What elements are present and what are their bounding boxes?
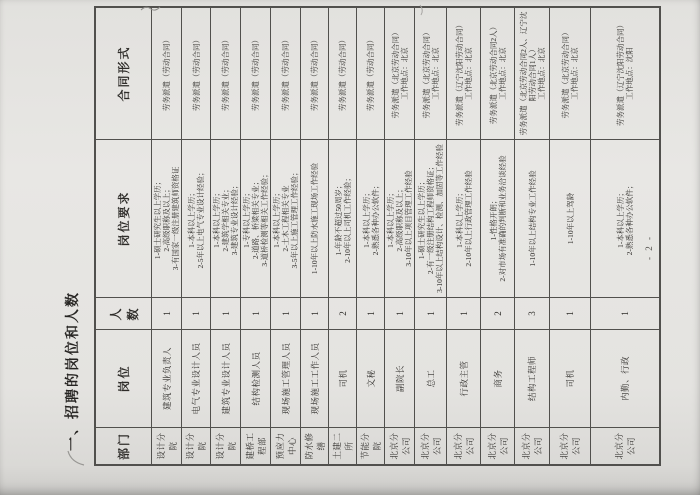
cell-contract bbox=[271, 8, 301, 140]
contract-line: 劳务派遣（北京劳动合同） bbox=[390, 28, 400, 119]
contract-line: 劳务派遣（辽宁沈阳劳动合同） bbox=[454, 21, 464, 126]
page-number: - 2 - bbox=[644, 235, 654, 260]
cell-position: 副院长 bbox=[385, 330, 415, 428]
cell-department: 北京分公司 bbox=[447, 428, 481, 465]
table-row bbox=[301, 8, 329, 465]
contract-line: 劳务派遣（北京劳动合同） bbox=[421, 28, 431, 119]
cell-position: 建筑专业负责人 bbox=[152, 330, 182, 428]
cell-headcount: 1 bbox=[385, 298, 415, 330]
cell-headcount: 3 bbox=[515, 298, 550, 330]
requirements-line: 1-专科以上学历； bbox=[242, 189, 251, 248]
cell-requirements bbox=[357, 140, 385, 298]
requirements-line: 2-10年以上行政管理工作经验 bbox=[463, 170, 473, 267]
cell-contract bbox=[182, 8, 211, 140]
column-header-contract: 合同形式 bbox=[96, 8, 152, 140]
requirements-line: 1-本科以上学历； bbox=[361, 189, 371, 248]
contract-line: 劳务派遣（劳动合同） bbox=[310, 36, 319, 111]
requirements-line: 1-10年以上结构专业工作经验 bbox=[527, 170, 537, 267]
contract-line: 劳务派遣（劳动合同） bbox=[281, 36, 290, 111]
requirements-line: 3-道桥检测等相关工作经验； bbox=[260, 170, 269, 267]
requirements-line: 1-硕士研究生以上学历； bbox=[417, 177, 426, 260]
cell-headcount: 1 bbox=[447, 298, 481, 330]
cell-headcount: 1 bbox=[211, 298, 241, 330]
cell-headcount: 1 bbox=[301, 298, 329, 330]
column-header-requirements: 岗位要求 bbox=[96, 140, 152, 298]
requirements-line: 1-本科以上学历； bbox=[212, 189, 221, 248]
cell-contract bbox=[211, 8, 241, 140]
requirements-line: 2-道路、桥梁相关专业； bbox=[251, 177, 260, 260]
cell-contract bbox=[301, 8, 329, 140]
cell-headcount: 1 bbox=[182, 298, 211, 330]
table-row bbox=[329, 8, 357, 465]
requirements-line: 3-10年以上结构设计、检测、加固等工作经验 bbox=[435, 144, 444, 293]
requirements-line: 1-性格开朗； bbox=[488, 196, 498, 241]
table-row bbox=[447, 8, 481, 465]
cell-requirements bbox=[515, 140, 550, 298]
table-header-row bbox=[96, 8, 152, 465]
contract-line: 工作地点：北京 bbox=[430, 47, 440, 100]
contract-line: 劳务派遣（北京劳动合同） bbox=[561, 28, 570, 119]
requirements-line: 2-有一级注册结构工程师资格证； bbox=[426, 162, 435, 275]
cell-department: 北京分公司 bbox=[481, 428, 515, 465]
contract-line: 劳务派遣（北京劳动合同2人） bbox=[488, 22, 498, 125]
requirements-line: 1-硕士研究生以上学历； bbox=[153, 177, 162, 260]
cell-position: 建筑专业设计人员 bbox=[211, 330, 241, 428]
column-header-headcount: 人数 bbox=[96, 298, 152, 330]
cell-contract bbox=[447, 8, 481, 140]
contract-line: 工作地点：沈阳 bbox=[625, 47, 634, 100]
cell-department: 设计分院 bbox=[211, 428, 241, 465]
contract-line: 劳务派遣（劳动合同） bbox=[221, 36, 230, 111]
contract-line: 劳务派遣（劳动合同） bbox=[366, 36, 375, 111]
contract-line: 工作地点：北京 bbox=[463, 47, 473, 100]
cell-contract bbox=[357, 8, 385, 140]
column-header-department: 部门 bbox=[96, 428, 152, 465]
cell-department: 建桥工程部 bbox=[241, 428, 271, 465]
cell-contract bbox=[550, 8, 591, 140]
table-body bbox=[152, 8, 660, 465]
cell-contract bbox=[152, 8, 182, 140]
cell-requirements bbox=[385, 140, 415, 298]
cell-position: 内勤、行政 bbox=[591, 330, 660, 428]
cell-headcount: 1 bbox=[357, 298, 385, 330]
contract-line: 劳务派遣（劳动合同） bbox=[191, 36, 201, 111]
requirements-line: 1-本科以上学历； bbox=[454, 189, 464, 248]
cell-requirements bbox=[211, 140, 241, 298]
cell-department: 北京分公司 bbox=[415, 428, 447, 465]
requirements-line: 2-熟悉各种办公软件； bbox=[370, 181, 380, 256]
table-row bbox=[357, 8, 385, 465]
requirements-line: 2-5年以上电气专业设计经验； bbox=[196, 168, 205, 269]
contract-line: 工作地点：北京 bbox=[399, 47, 409, 100]
requirements-line: 1-10年以上防水施工现场工作经验 bbox=[310, 162, 319, 275]
cell-requirements bbox=[447, 140, 481, 298]
cell-requirements bbox=[550, 140, 591, 298]
cell-headcount: 1 bbox=[415, 298, 447, 330]
column-header-position: 岗位 bbox=[96, 330, 152, 428]
cell-position: 电气专业设计人员 bbox=[182, 330, 211, 428]
recruitment-table bbox=[95, 7, 660, 465]
cell-department: 北京分公司 bbox=[550, 428, 591, 465]
cell-department: 北京分公司 bbox=[515, 428, 550, 465]
contract-line: 工作地点：北京 bbox=[536, 47, 546, 100]
requirements-line: 2-高级职称及以上； bbox=[162, 185, 171, 252]
cell-contract bbox=[481, 8, 515, 140]
table-row bbox=[515, 8, 550, 465]
cell-requirements bbox=[182, 140, 211, 298]
cell-department: 设计分院 bbox=[152, 428, 182, 465]
cell-position: 文秘 bbox=[357, 330, 385, 428]
requirements-line: 2-对市场有准确的判断和业务洽谈经验 bbox=[497, 155, 507, 282]
cell-position: 司机 bbox=[550, 330, 591, 428]
cell-department: 北京分公司 bbox=[385, 428, 415, 465]
table-row bbox=[550, 8, 591, 465]
requirements-line: 1-10年以上驾龄 bbox=[565, 192, 575, 245]
cell-position: 总工 bbox=[415, 330, 447, 428]
table-row bbox=[182, 8, 211, 465]
requirements-line: 1-本科以上学历； bbox=[272, 189, 281, 248]
cell-position: 司机 bbox=[329, 330, 357, 428]
cell-requirements bbox=[415, 140, 447, 298]
requirements-line: 1-本科以上学历； bbox=[386, 189, 395, 248]
cell-contract bbox=[329, 8, 357, 140]
cell-position: 现场施工工作人员 bbox=[301, 330, 329, 428]
table-row bbox=[211, 8, 241, 465]
table-row bbox=[385, 8, 415, 465]
cell-contract bbox=[415, 8, 447, 140]
requirements-line: 1-年龄不超过50周岁； bbox=[333, 181, 343, 256]
table-row bbox=[415, 8, 447, 465]
cell-contract bbox=[241, 8, 271, 140]
requirements-line: 2-高级职称及以上； bbox=[395, 185, 404, 252]
cell-requirements bbox=[271, 140, 301, 298]
cell-headcount: 1 bbox=[591, 298, 660, 330]
cell-headcount: 1 bbox=[241, 298, 271, 330]
cell-department: 设计分院 bbox=[182, 428, 211, 465]
table-row bbox=[481, 8, 515, 465]
cell-position: 结构工程师 bbox=[515, 330, 550, 428]
contract-line: 工作地点：北京 bbox=[497, 47, 507, 100]
cell-position: 现场施工管理人员 bbox=[271, 330, 301, 428]
cell-headcount: 1 bbox=[550, 298, 591, 330]
cell-department: 北京分公司 bbox=[591, 428, 660, 465]
cell-headcount: 2 bbox=[481, 298, 515, 330]
requirements-line: 1-本科以上学历； bbox=[187, 189, 196, 248]
cell-requirements bbox=[301, 140, 329, 298]
cell-requirements bbox=[152, 140, 182, 298]
contract-line: 劳务派遣（辽宁沈阳劳动合同） bbox=[616, 21, 625, 126]
cell-position: 商务 bbox=[481, 330, 515, 428]
requirements-line: 2-熟悉各种办公软件； bbox=[625, 181, 634, 256]
table-row bbox=[152, 8, 182, 465]
cell-contract bbox=[515, 8, 550, 140]
requirements-line: 2-土木工程相关专业 bbox=[281, 185, 290, 252]
contract-line: 工作地点：北京 bbox=[570, 47, 579, 100]
requirements-line: 3-5年以上施工管理工作经验； bbox=[290, 168, 299, 269]
requirements-line: 3-有国家一级注册建筑师资格证 bbox=[171, 166, 180, 271]
contract-line: 劳务派遣（劳动合同） bbox=[162, 36, 171, 111]
requirements-line: 3-10年以上项目管理工作经验 bbox=[404, 170, 413, 267]
cell-headcount: 2 bbox=[329, 298, 357, 330]
contract-line: 劳务派遣（劳动合同） bbox=[251, 36, 260, 111]
contract-line: 劳务派遣（劳动合同） bbox=[338, 36, 347, 111]
table-row bbox=[271, 8, 301, 465]
cell-position: 行政主管 bbox=[447, 330, 481, 428]
cell-department: 预应力中心 bbox=[271, 428, 301, 465]
cell-contract bbox=[385, 8, 415, 140]
requirements-line: 3-建筑专业设计经验； bbox=[230, 181, 239, 256]
cell-requirements bbox=[329, 140, 357, 298]
cell-headcount: 1 bbox=[152, 298, 182, 330]
table-row bbox=[241, 8, 271, 465]
cell-headcount: 1 bbox=[271, 298, 301, 330]
cell-department: 土建二所 bbox=[329, 428, 357, 465]
cell-requirements bbox=[481, 140, 515, 298]
cell-department: 防水修缮 bbox=[301, 428, 329, 465]
requirements-line: 2-10年以上司机工作经验； bbox=[342, 174, 352, 263]
requirements-line: 2-建筑学相关专业； bbox=[221, 185, 230, 252]
cell-department: 节能分院 bbox=[357, 428, 385, 465]
contract-line: 劳务派遣（北京劳动合同2人、辽宁沈阳劳动合同1人） bbox=[518, 11, 537, 136]
requirements-line: 1-本科以上学历； bbox=[616, 189, 625, 248]
cell-position: 结构检测人员 bbox=[241, 330, 271, 428]
section-title: 一、招聘的岗位和人数 bbox=[66, 291, 81, 451]
cell-requirements bbox=[241, 140, 271, 298]
